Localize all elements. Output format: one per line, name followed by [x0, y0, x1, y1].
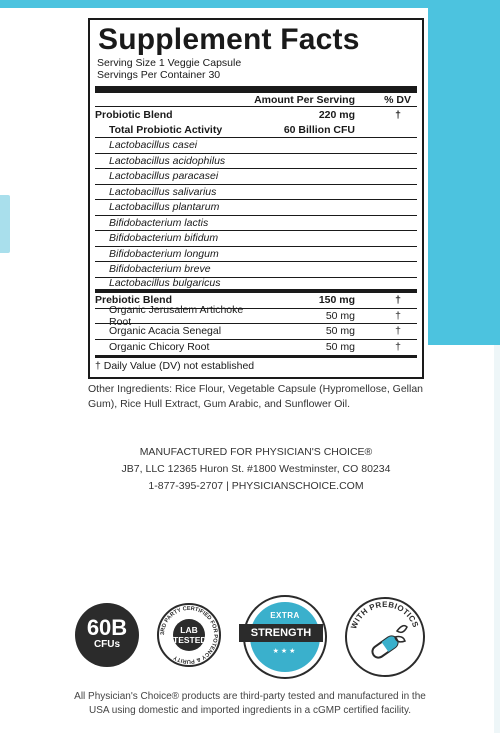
cfu-badge-unit: CFUs: [93, 639, 121, 650]
strain-row: Lactobacillus paracasei: [95, 169, 417, 185]
left-color-tab: [0, 195, 10, 253]
probiotic-blend-name: Probiotic Blend: [95, 108, 173, 121]
panel-title: Supplement Facts: [98, 23, 360, 56]
supplement-facts-panel: [88, 18, 424, 379]
strain-row: Lactobacillus acidophilus: [95, 154, 417, 170]
badge-row: [75, 599, 425, 673]
probiotic-blend-amount: 220 mg: [318, 108, 355, 121]
strain-row: Bifidobacterium lactis: [95, 216, 417, 232]
strain-row: Lactobacillus bulgaricus: [95, 278, 417, 294]
right-color-band: [428, 0, 500, 345]
prebiotic-item-row: Organic Chicory Root 50 mg †: [109, 341, 401, 354]
strain-row: Lactobacillus casei: [95, 138, 417, 154]
cfu-badge: [75, 603, 139, 667]
strain-row: Lactobacillus plantarum: [95, 200, 417, 216]
prebiotic-item-row: Organic Jerusalem Artichoke Root 50 mg †: [95, 309, 417, 325]
disclaimer: All Physician's Choice® products are third-party tested and manufactured in the USA using domestic and imported ingredients in a cGMP certified facility.: [74, 691, 426, 716]
other-ingredients: Other Ingredients: Rice Flour, Vegetable Capsule (Hypromellose, Gellan Gum), Rice Hull Extract, Gum Arabic, and Sunflower Oil.: [88, 383, 424, 410]
prebiotic-item-row: Organic Acacia Senegal 50 mg †: [95, 324, 417, 340]
probiotic-activity-amount: 60 Billion CFU: [283, 123, 355, 136]
contact-line: 1-877-395-2707 | PHYSICIANSCHOICE.COM: [148, 480, 364, 492]
serving-size: Serving Size 1 Veggie Capsule: [97, 57, 242, 69]
probiotic-activity-name: Total Probiotic Activity: [109, 123, 223, 136]
dv-footnote: † Daily Value (DV) not established: [95, 355, 417, 373]
column-header: [95, 93, 417, 107]
manufacturer-info: [88, 444, 424, 495]
prebiotic-blend-dv: †: [395, 294, 401, 307]
lab-tested-center: LAB TESTED: [173, 619, 205, 651]
probiotic-blend-dv: †: [395, 108, 401, 121]
servings-per-container: Servings Per Container 30: [97, 69, 221, 81]
strain-row: Bifidobacterium longum: [95, 247, 417, 263]
prebiotic-blend-amount: 150 mg: [318, 294, 355, 307]
prebiotics-icon: [345, 597, 425, 677]
thick-rule: [95, 86, 417, 93]
header-dv: % DV: [384, 93, 411, 106]
svg-text:3RD PARTY CERTIFIED FOR POTENC: 3RD PARTY CERTIFIED FOR POTENCY & PURITY: [159, 605, 219, 665]
right-edge-shade: [494, 345, 500, 733]
star-icon: ★★★: [272, 648, 298, 655]
strength-banner: STRENGTH: [239, 624, 323, 642]
manufacturer-line: MANUFACTURED FOR PHYSICIAN'S CHOICE®: [139, 446, 373, 458]
extra-strength-badge: [243, 595, 327, 679]
probiotic-blend-row: [95, 107, 417, 123]
strain-row: Bifidobacterium breve: [95, 262, 417, 278]
with-prebiotics-badge: [345, 597, 425, 677]
strain-row: Bifidobacterium bifidum: [95, 231, 417, 247]
svg-text:WITH PREBIOTICS: WITH PREBIOTICS: [349, 599, 421, 631]
extra-label: EXTRA: [270, 611, 300, 620]
top-color-strip: [0, 0, 500, 8]
cfu-badge-value: 60B: [86, 615, 128, 640]
lab-tested-badge: [157, 603, 221, 667]
header-amount: Amount Per Serving: [254, 93, 355, 106]
strain-row: Lactobacillus salivarius: [95, 185, 417, 201]
address-line: JB7, LLC 12365 Huron St. #1800 Westminster, CO 80234: [121, 463, 391, 475]
prebiotic-blend-name: Prebiotic Blend: [95, 294, 173, 307]
probiotic-activity-row: [95, 123, 417, 139]
